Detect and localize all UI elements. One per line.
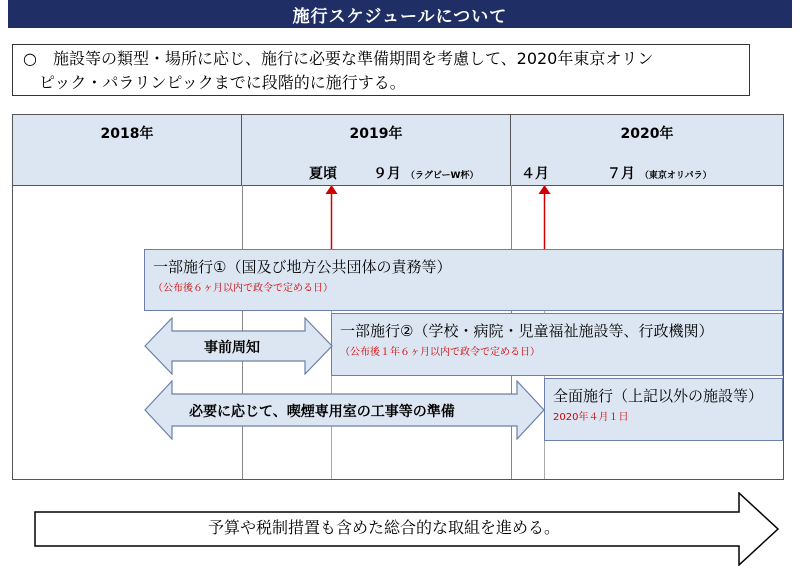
- phase-1-label: 一部施行①（国及び地方公共団体の責務等）: [153, 258, 452, 276]
- phase-2-box: [331, 313, 783, 376]
- milestone-april: ４月: [521, 166, 549, 182]
- milestone-july-label: ７月: [607, 166, 635, 182]
- intro-line-1: ○ 施設等の類型・場所に応じ、施行に必要な準備期間を考慮して、2020年東京オリン: [23, 49, 654, 68]
- phase-2-label: 一部施行②（学校・病院・児童福祉施設等、行政機関）: [340, 322, 714, 340]
- intro-line-2: ピック・パラリンピックまでに段階的に施行する。: [39, 73, 406, 92]
- phase-2-note: （公布後１年６ヶ月以内で政令で定める日）: [340, 347, 540, 358]
- header-separator: [13, 185, 783, 186]
- phase-1-box: [144, 249, 783, 311]
- header-2018: [13, 115, 242, 185]
- footer-statement: 予算や税制措置も含めた総合的な取組を進める。: [207, 518, 560, 537]
- phase-3-label: 全面施行（上記以外の施設等）: [553, 387, 764, 405]
- intro-box: [12, 44, 750, 96]
- milestone-summer: 夏頃: [309, 166, 337, 182]
- construction-prep-label: 必要に応じて、喫煙専用室の工事等の準備: [189, 404, 455, 420]
- phase-3-note: 2020年４月１日: [553, 412, 629, 423]
- year-2019-label: 2019年: [349, 126, 403, 142]
- april-marker-arrow-icon: [538, 185, 551, 249]
- milestone-july-note: （東京オリパラ）: [639, 171, 712, 181]
- year-2018-label: 2018年: [100, 126, 154, 142]
- milestone-july: [607, 163, 712, 183]
- year-2020-label: 2020年: [620, 126, 674, 142]
- phase-1-note: （公布後６ヶ月以内で政令で定める日）: [153, 283, 333, 294]
- milestone-september: [373, 163, 478, 183]
- advance-notice-label: 事前周知: [204, 340, 260, 356]
- page-title: 施行スケジュールについて: [8, 0, 792, 28]
- milestone-september-label: ９月: [373, 166, 401, 182]
- milestone-september-note: （ラグビーW杯）: [405, 171, 479, 181]
- schedule-timeline: [12, 114, 784, 480]
- summer-marker-arrow-icon: [325, 185, 338, 249]
- phase-3-box: [544, 378, 783, 441]
